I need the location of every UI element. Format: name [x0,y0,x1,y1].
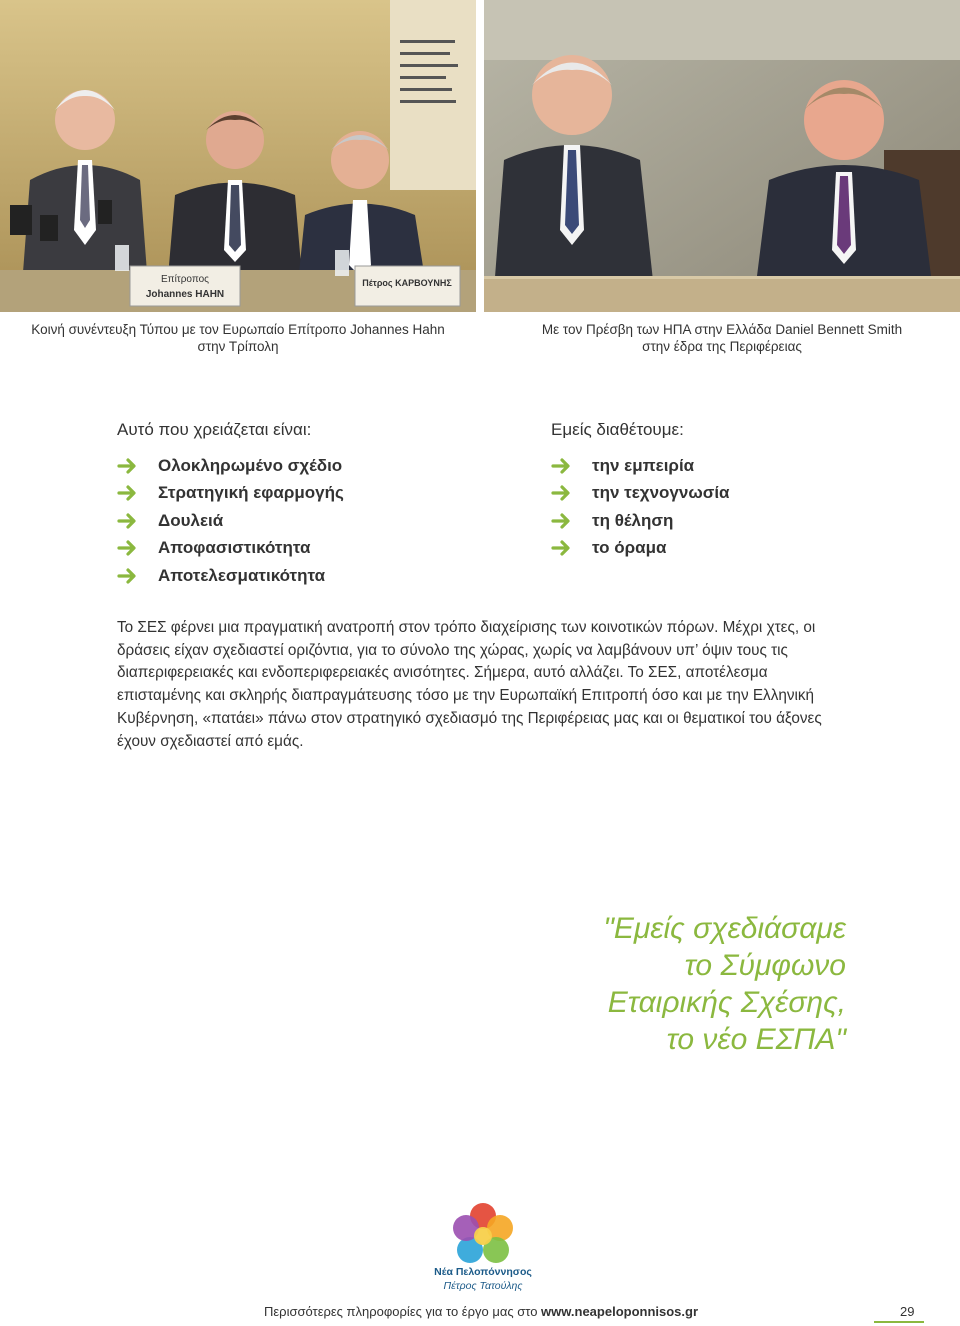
needs-item-label: Ολοκληρωμένο σχέδιο [158,455,343,475]
haves-item-label: την εμπειρία [592,455,695,475]
logo-line1: Νέα Πελοπόννησος [434,1266,532,1278]
nameplate-right-line1: Πέτρος ΚΑΡΒΟΥΝΗΣ [362,278,452,288]
green-arrow-icon [551,539,573,557]
green-arrow-icon [551,484,573,502]
nameplate-left-line1: Επίτροπος [161,274,209,285]
quote-line: Εταιρικής Σχέσης, [607,986,846,1019]
needs-item-label: Στρατηγική εφαρμογής [158,483,344,503]
green-arrow-icon [117,539,139,557]
quote-line: το Σύμφωνο [684,949,846,982]
needs-title: Αυτό που χρειάζεται είναι: [117,420,312,439]
quote-line: "Εμείς σχεδιάσαμε [603,912,846,945]
needs-item-label: Δουλειά [158,510,224,530]
needs-item [117,480,344,508]
haves-title: Εμείς διαθέτουμε: [551,420,684,439]
haves-item [551,535,730,563]
needs-item [117,507,344,535]
haves-item-label: το όραμα [592,538,667,558]
needs-list [117,452,344,590]
nameplate-left-line2: Johannes HAHN [145,289,225,300]
footer-link[interactable]: www.neapeloponnisos.gr [541,1304,699,1319]
needs-item-label: Αποτελεσματικότητα [158,565,326,585]
green-arrow-icon [117,567,139,585]
body-paragraph [117,617,847,753]
footer [264,1304,698,1319]
caption-left-line2: στην Τρίπολη [197,339,279,354]
green-arrow-icon [551,512,573,530]
needs-item-label: Αποφασιστικότητα [158,538,311,558]
green-arrow-icon [117,512,139,530]
page-number: 29 [900,1304,915,1319]
haves-list [551,452,730,562]
pull-quote [540,910,846,1058]
green-arrow-icon [117,457,139,475]
haves-item-label: την τεχνογνωσία [592,483,730,503]
quote-line: το νέο ΕΣΠΑ" [666,1023,846,1056]
needs-item [117,535,344,563]
caption-right [484,321,960,355]
haves-item-label: τη θέληση [592,510,674,530]
caption-left-line1: Κοινή συνέντευξη Τύπου με τον Ευρωπαίο Επίτροπο Johannes Hahn [31,322,445,337]
haves-item [551,507,730,535]
caption-right-line2: στην έδρα της Περιφέρειας [642,339,802,354]
needs-item [117,562,344,590]
haves-item [551,452,730,480]
caption-right-line1: Με τον Πρέσβη των ΗΠΑ στην Ελλάδα Daniel Bennett Smith [541,322,903,337]
haves-item [551,480,730,508]
green-arrow-icon [551,457,573,475]
photo-ambassador-meeting [484,0,960,312]
footer-rule [874,1321,924,1323]
photo-press-conference [0,0,476,312]
body-paragraph-text: Το ΣΕΣ φέρνει μια πραγματική ανατροπή στον τρόπο διαχείρισης των κοινοτικών πόρων. Μέχρι χτες, οι δράσεις είχαν σχεδιαστεί οριζόντια, για το σύνολο της χώρας, χωρίς να λαμβάνουν υπ’ όψιν τους τις διαπεριφερειακές και ενδοπεριφερειακές ανισότητες. Σήμερα, αυτό αλλάζει. Το ΣΕΣ, αποτέλεσμα επισταμένης και σκληρής διαπραγμάτευσης τόσο με την Ευρωπαϊκή Επιτροπή όσο και με την Ελληνική Κυβέρνηση, «πατάει» πάνω στον στρατηγικό σχεδιασμό της Περιφέρειας μας και οι θεματικοί του άξονες έχουν σχεδιαστεί από εμάς. [117,619,822,750]
needs-item [117,452,344,480]
caption-left [0,321,476,355]
logo-line2: Πέτρος Τατούλης [443,1280,523,1292]
footer-text: Περισσότερες πληροφορίες για το έργο μας στο [264,1304,542,1319]
green-arrow-icon [117,484,139,502]
